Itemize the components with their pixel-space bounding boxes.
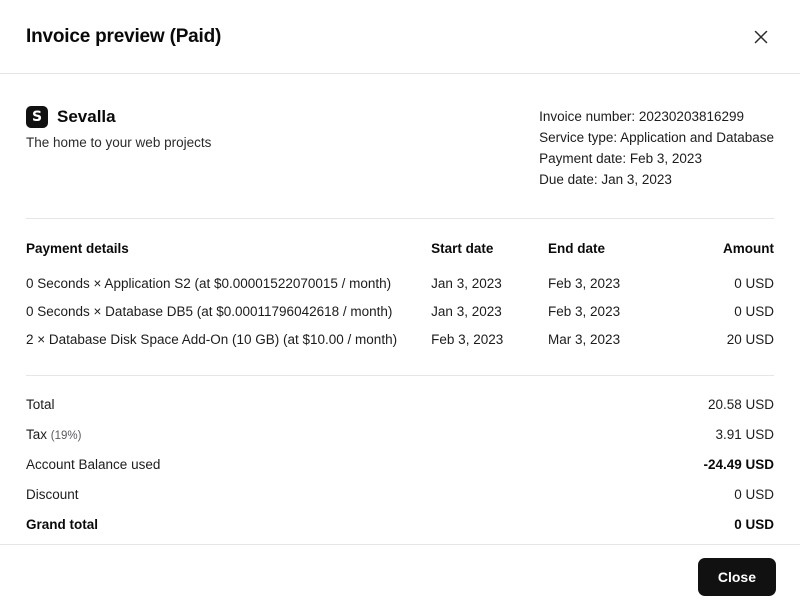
totals-table [26, 390, 774, 540]
payment-details-body [26, 270, 774, 354]
brand-line [26, 106, 211, 128]
table-row [26, 298, 774, 326]
totals-value: 0 USD [734, 487, 774, 502]
invoice-meta [539, 106, 774, 190]
table-header-row [26, 241, 774, 270]
payment-details-heading: Payment details [26, 241, 129, 256]
divider-totals [26, 375, 774, 376]
brand-block [26, 106, 211, 150]
totals-row-tax [26, 420, 774, 450]
payment-date: Payment date: Feb 3, 2023 [539, 151, 702, 166]
line-item-end-date: Feb 3, 2023 [548, 304, 621, 319]
line-item-description: 0 Seconds × Database DB5 (at $0.00011796042618 / month) [26, 304, 393, 319]
line-item-start-date: Jan 3, 2023 [431, 276, 502, 291]
line-item-start-date: Feb 3, 2023 [431, 332, 504, 347]
line-item-description: 0 Seconds × Application S2 (at $0.00001522070015 / month) [26, 276, 392, 291]
totals-label [26, 420, 516, 450]
page-title: Invoice preview (Paid) [26, 25, 222, 47]
totals-label: Grand total [26, 517, 99, 532]
totals-row-total [26, 390, 774, 420]
line-item-amount: 0 USD [734, 276, 774, 291]
column-end-date: End date [548, 241, 606, 256]
totals-label: Discount [26, 487, 79, 502]
service-type: Service type: Application and Database [539, 130, 774, 145]
totals-row-discount [26, 480, 774, 510]
table-row [26, 270, 774, 298]
invoice-header-row [26, 98, 774, 190]
dialog-body [0, 74, 800, 544]
due-date: Due date: Jan 3, 2023 [539, 172, 672, 187]
line-item-amount: 0 USD [734, 304, 774, 319]
totals-value: 20.58 USD [707, 397, 774, 412]
payment-details-table [26, 241, 774, 354]
close-icon[interactable] [746, 22, 776, 52]
column-amount: Amount [723, 241, 774, 256]
totals-label: Account Balance used [26, 457, 161, 472]
totals-value: -24.49 USD [703, 457, 774, 472]
divider-top [26, 218, 774, 219]
line-item-description: 2 × Database Disk Space Add-On (10 GB) (at $10.00 / month) [26, 332, 398, 347]
table-row [26, 326, 774, 354]
totals-label-text: Tax [26, 427, 48, 442]
column-start-date: Start date [431, 241, 494, 256]
line-item-start-date: Jan 3, 2023 [431, 304, 502, 319]
close-button[interactable]: Close [698, 558, 776, 596]
brand-name: Sevalla [57, 107, 116, 126]
totals-value: 0 USD [734, 517, 774, 532]
sevalla-logo-icon: S [26, 106, 48, 128]
line-item-amount: 20 USD [726, 332, 774, 347]
tax-rate: (19%) [50, 430, 82, 442]
totals-label: Total [26, 397, 55, 412]
invoice-number: Invoice number: 20230203816299 [539, 109, 745, 124]
line-item-end-date: Feb 3, 2023 [548, 276, 621, 291]
brand-tagline: The home to your web projects [26, 135, 212, 150]
totals-row-balance [26, 450, 774, 480]
totals-value: 3.91 USD [715, 427, 774, 442]
totals-row-grand-total [26, 510, 774, 540]
dialog-footer [0, 544, 800, 608]
line-item-end-date: Mar 3, 2023 [548, 332, 621, 347]
dialog-header [0, 0, 800, 74]
